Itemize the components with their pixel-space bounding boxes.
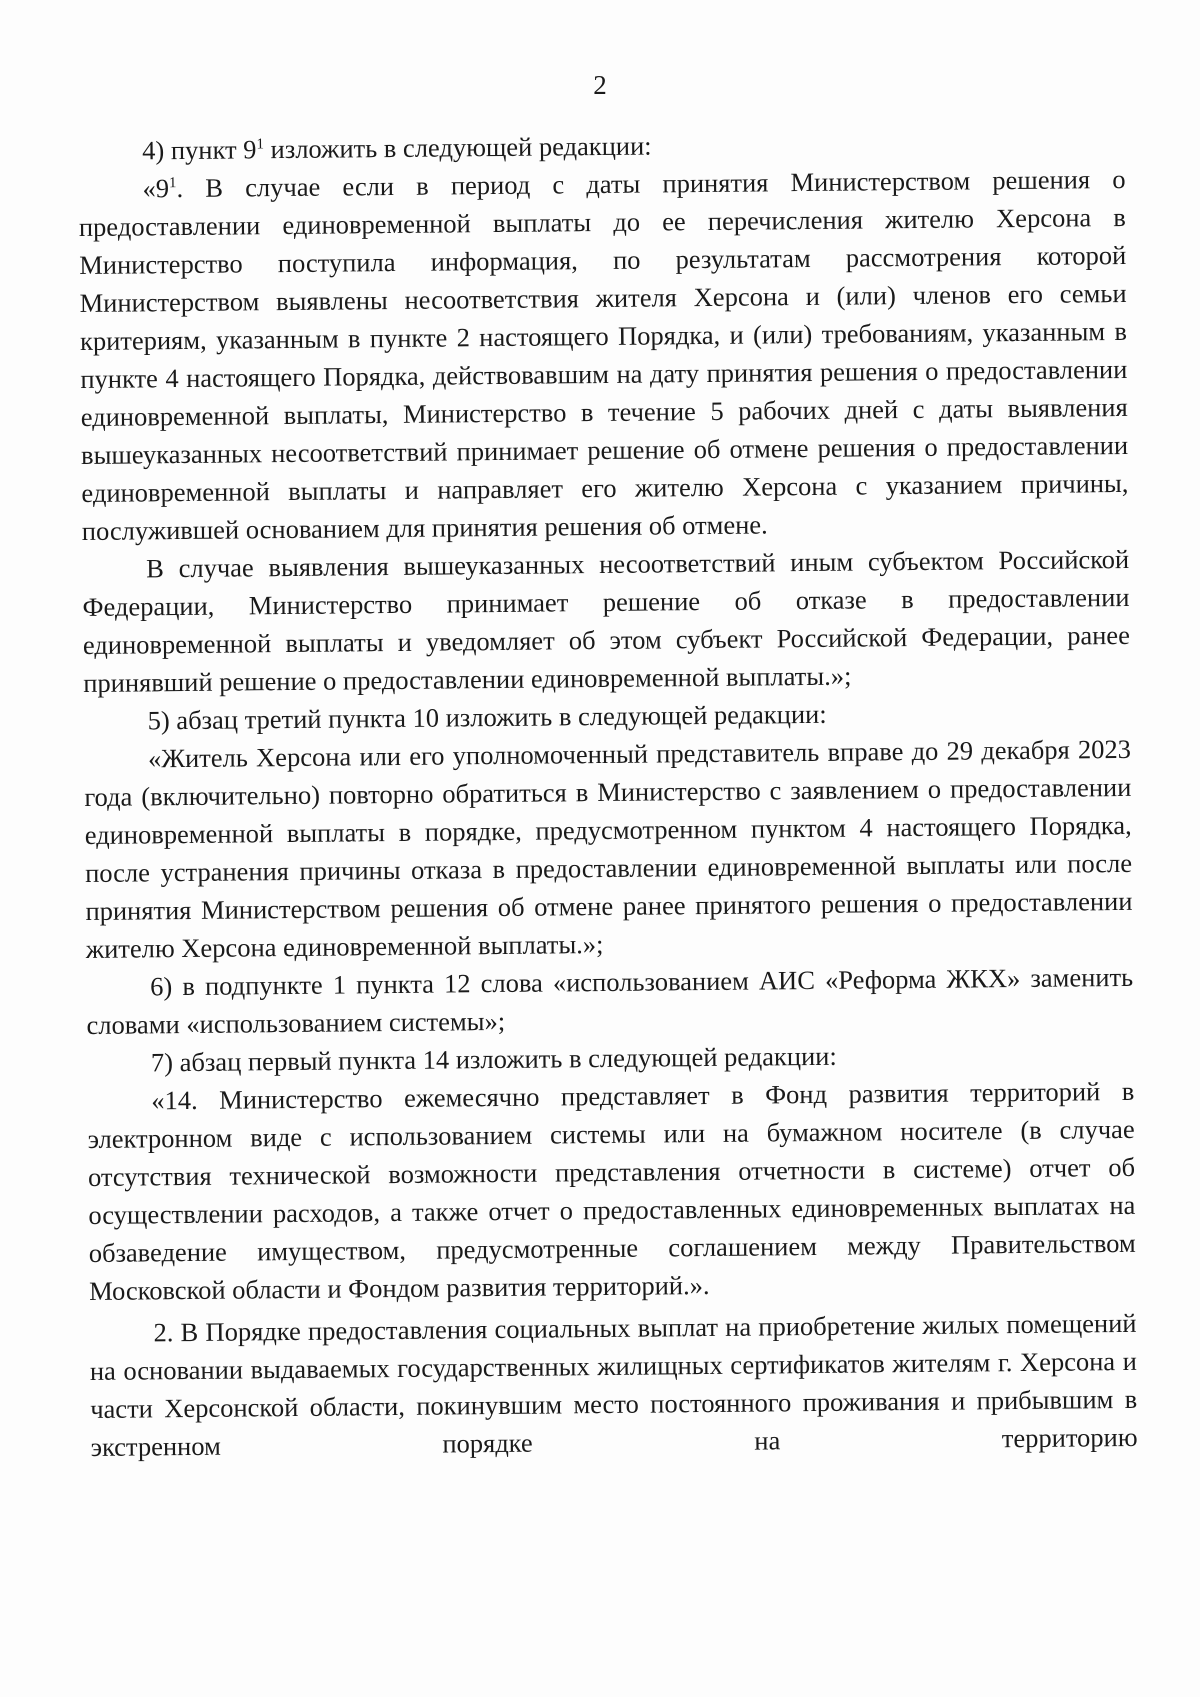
paragraph-text: . В случае если в период с даты принятия Министерством решения о предоставлении единовременной выплаты до ее перечисления жителю Херсона в Министерство поступила информация, по результатам рассмотрения которой Министерством выявлены несоответствия жителя Херсона и (или) членов его семьи критериям, указанным в пункте 2 настоящего Порядка, и (или) требованиям, указанным в пункте 4 настоящего Порядка, действовавшим на дату принятия решения о предоставлении единовременной выплаты, Министерство в течение 5 рабочих дней с даты выявления вышеуказанных несоответствий принимает решение об отмене решения о предоставлении единовременной выплаты и направляет его жителю Херсона с указанием причины, послужившей основанием для принятия решения об отмене. <box>78 163 1129 546</box>
paragraph-text: «9 <box>142 173 170 204</box>
document-body <box>78 122 1138 1466</box>
paragraph-resident-right: «Житель Херсона или его уполномоченный представитель вправе до 29 декабря 2023 года (включительно) повторно обратиться в Министерство с заявлением о предоставлении единовременной выплаты в порядке, предусмотренном пунктом 4 настоящего Порядка, после устранения причины отказа в предоставлении единовременной выплаты или после принятия Министерством решения об отмене ранее принятого решения о предоставлении жителю Херсона единовременной выплаты.»; <box>84 733 1133 964</box>
superscript: 1 <box>256 136 265 153</box>
paragraph-point-9-1 <box>78 160 1129 550</box>
superscript: 1 <box>168 175 177 192</box>
paragraph-text: изложить в следующей редакции: <box>263 130 652 165</box>
paragraph-text: 4) пункт 9 <box>142 134 257 166</box>
paragraph-item-6: 6) в подпункте 1 пункта 12 слова «использованием АИС «Реформа ЖКХ» заменить словами «использованием системы»; <box>86 961 1134 1040</box>
paragraph-point-14: «14. Министерство ежемесячно представляет в Фонд развития территорий в электронном виде с использованием системы или на бумажном носителе (в случае отсутствия технической возможности представления отчетности в системе) отчет об осуществлении расходов, а также отчет о предоставленных единовременных выплатах на обзаведение имуществом, предусмотренные соглашением между Правительством Московской области и Фондом развития территорий.». <box>87 1075 1136 1306</box>
paragraph-item-7: 7) абзац первый пункта 14 изложить в следующей редакции: <box>150 1040 837 1078</box>
paragraph-section-2: 2. В Порядке предоставления социальных выплат на приобретение жилых помещений на основании выдаваемых государственных жилищных сертификатов жителям г. Херсона и части Херсонской области, покинувшим место постоянного проживания и прибывшим в экстренном порядке на территорию <box>89 1307 1138 1462</box>
paragraph-other-subject: В случае выявления вышеуказанных несоответствий иным субъектом Российской Федерации, Министерство принимает решение об отказе в предоставлении единовременной выплаты и уведомляет об этом субъект Российской Федерации, ранее принявший решение о предоставлении единовременной выплаты.»; <box>82 543 1131 698</box>
paragraph-item-5: 5) абзац третий пункта 10 изложить в следующей редакции: <box>147 698 827 736</box>
page-number: 2 <box>593 70 607 100</box>
